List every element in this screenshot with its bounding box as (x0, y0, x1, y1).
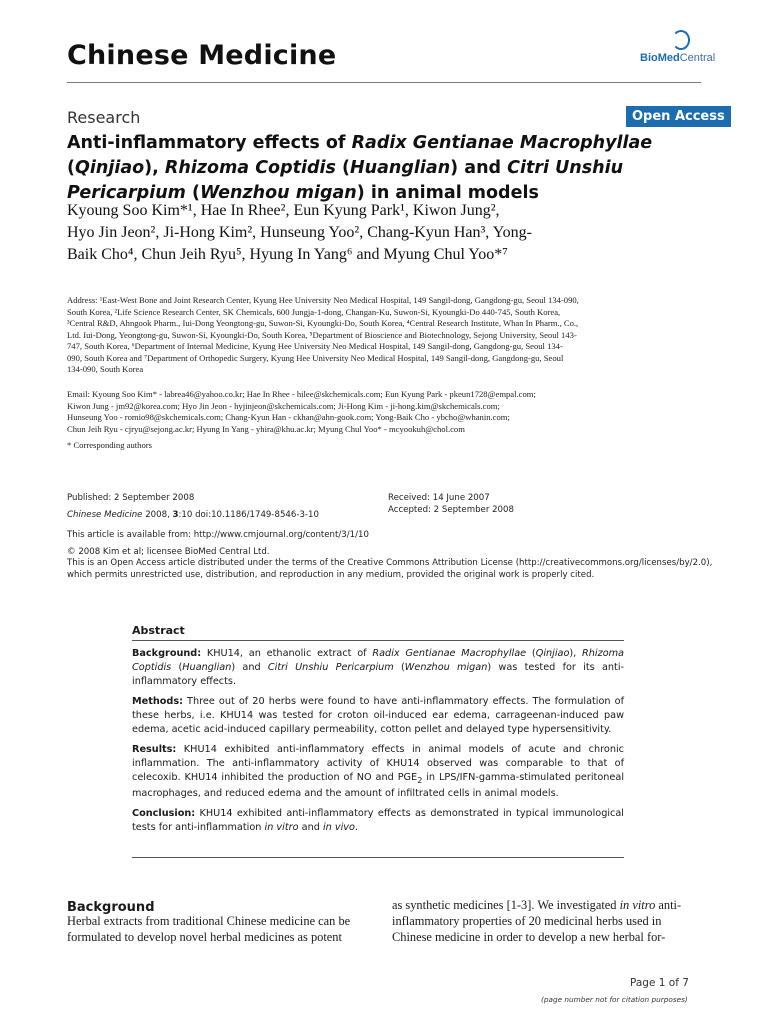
abstract-paragraph (132, 743, 624, 801)
published-date: Published: 2 September 2008 (67, 493, 195, 503)
address-line: 090, South Korea and ⁷Department of Orthopedic Surgery, Kyung Hee University Neo Medical Hospital, 149 Sangil-dong, Gangdong-gu, Seoul (67, 352, 564, 363)
email-line[interactable]: Chun Jeih Ryu - cjryu@sejong.ac.kr; Hyung In Yang - yhira@khu.ac.kr; Myung Chul Yoo* - mcyookuh@chol.com (67, 423, 465, 434)
abstract-text-italic: Wenzhou migan (404, 662, 488, 673)
abstract-text: in LPS/IFN-gamma-stimulated peritoneal macrophages, and reduced edema and the amount of infiltrated cells in animal models. (132, 772, 625, 799)
title-italic-part: Radix Gentianae Macrophyllae (351, 133, 653, 153)
page-number: Page 1 of 7 (630, 977, 689, 989)
abstract-text: ( (171, 662, 183, 673)
publisher-name (640, 52, 715, 64)
body-line (392, 897, 700, 913)
address-line: South Korea, ²Life Science Research Center, SK Chemicals, 600 Jungja-1-dong, Changan-Ku, Suwon-Si, Kyoungki-Do 440-745, South Korea, (67, 306, 561, 317)
title-italic-part: Qinjiao (75, 158, 145, 178)
abstract-box (132, 624, 624, 841)
article-title (67, 131, 717, 206)
page-number-note: (page number not for citation purposes) (541, 995, 688, 1004)
author-line: Hyo Jin Jeon², Ji-Hong Kim², Hunseung Yoo², Chang-Kyun Han³, Yong- (67, 224, 532, 241)
abstract-label: Methods: (132, 696, 183, 707)
citation-journal: Chinese Medicine (67, 509, 143, 520)
body-line: Chinese medicine in order to develop a new herbal for- (392, 930, 666, 944)
abstract-text: ) was tested for its anti-inflammatory effects. (132, 662, 625, 687)
abstract-text: Three out of 20 herbs were found to have anti-inflammatory effects. The formulation of these herbs, i.e. KHU14 was tested for croton oil-induced ear edema, carrageenan-induced paw edema, acetic acid-induced capillary permeability, cotton pellet and delayed type hypersensitivity. (132, 696, 624, 735)
open-access-badge[interactable]: Open Access (626, 106, 731, 127)
abstract-sections (132, 647, 624, 835)
email-line[interactable]: Kiwon Jung - jm92@korea.com; Hyo Jin Jeon - hyjinjeon@skchemicals.com; Ji-Hong Kim - ji-hong.kim@skchemicals.com; (67, 400, 500, 411)
author-emails (67, 389, 703, 435)
body-line: formulated to develop novel herbal medicines as potent (67, 930, 342, 944)
abstract-divider (132, 857, 624, 858)
author-list (67, 200, 707, 266)
header-divider (67, 82, 701, 83)
title-part: ) in animal models (356, 183, 539, 203)
availability-link[interactable]: This article is available from: http://www.cmjournal.org/content/3/1/10 (67, 530, 369, 540)
abstract-label: Results: (132, 744, 177, 755)
accepted-date: Accepted: 2 September 2008 (388, 504, 514, 515)
body-column-left (67, 913, 375, 945)
abstract-label: Conclusion: (132, 807, 196, 819)
body-column-right (392, 897, 700, 945)
title-italic-part: Huanglian (350, 158, 451, 178)
abstract-text-italic: Radix Gentianae Macrophyllae (372, 648, 527, 659)
abstract-text: and (298, 821, 323, 833)
title-part: Anti-inflammatory effects of (67, 133, 352, 153)
citation (67, 510, 387, 522)
abstract-text: ( (526, 648, 536, 659)
logo-ring-icon (672, 30, 690, 50)
publisher-name-bold: BioMed (640, 52, 680, 64)
title-part: ) and (450, 158, 508, 178)
abstract-text: KHU14, an ethanolic extract of (201, 648, 373, 659)
abstract-text: ) and (231, 662, 268, 673)
title-part: ( (335, 158, 350, 178)
title-italic-part: Citri Unshiu Pericarpium (67, 158, 624, 203)
abstract-text-italic: Huanglian (182, 662, 232, 673)
abstract-text-italic: in vitro (264, 821, 299, 833)
title-part: ), (144, 158, 165, 178)
body-text: as synthetic medicines [1-3]. We investigated (392, 898, 620, 912)
abstract-text: KHU14 exhibited anti-inflammatory effects as demonstrated in typical immunological tests for anti-inflammation (132, 807, 624, 833)
title-part: ( (67, 158, 75, 178)
publication-dates-left (67, 493, 387, 521)
section-heading: Background (67, 900, 155, 915)
address-line: Ltd. Iui-Dong, Yeongtong-gu, Suwon-Si, Kyoungki-Do, South Korea, ⁵Department of Bioscience and Biotechnology, Sejong University, Seoul 143- (67, 329, 577, 340)
author-addresses (67, 295, 703, 376)
abstract-paragraph (132, 647, 624, 689)
abstract-label: Background: (132, 648, 202, 659)
abstract-text-italic: Citri Unshiu Pericarpium (267, 662, 394, 673)
title-italic-part: Rhizoma Coptidis (164, 158, 336, 178)
corresponding-note: * Corresponding authors (67, 440, 152, 450)
citation-volume: 3 (172, 509, 179, 520)
abstract-text: ( (393, 662, 405, 673)
address-line: 134-090, South Korea (67, 364, 144, 374)
address-line: ³Central R&D, Ahngook Pharm., Iui-Dong Yeongtong-gu, Suwon-Si, Kyoungki-Do, South Korea, ⁴Central Research Institute, Whan In Pharm., Co., (67, 318, 579, 328)
body-text: anti- (655, 898, 682, 912)
abstract-text: 2 (417, 774, 423, 785)
title-italic-part: Wenzhou migan (199, 183, 357, 203)
address-line: 747, South Korea, ⁶Department of Internal Medicine, Kyung Hee University Neo Medical Hospital, 149 Sangil-dong, Gangdong-gu, Seoul 134- (67, 341, 563, 351)
address-line: Address: ¹East-West Bone and Joint Research Center, Kyung Hee University Neo Medical Hospital, 149 Sangil-dong, Gangdong-gu, Seoul 134-090, (67, 295, 579, 305)
title-part: ( (185, 183, 200, 203)
abstract-text-italic: in vivo (322, 821, 355, 833)
publisher-logo (640, 30, 720, 70)
body-line: Herbal extracts from traditional Chinese medicine can be (67, 914, 351, 928)
journal-title: Chinese Medicine (67, 40, 337, 71)
article-type: Research (67, 108, 141, 127)
citation-doi: :10 doi:10.1186/1749-8546-3-10 (178, 509, 319, 520)
body-line: inflammatory properties of 20 medicinal herbs used in (392, 914, 662, 928)
publication-dates-right (388, 493, 688, 516)
publisher-name-light: Central (679, 52, 716, 64)
abstract-heading: Abstract (132, 624, 624, 641)
license-text[interactable]: This is an Open Access article distributed under the terms of the Creative Commons Attribution License (http://creativecommons.org/licenses/by/2.0), (67, 558, 713, 568)
received-date: Received: 14 June 2007 (388, 493, 490, 503)
citation-year: 2008, (142, 509, 173, 520)
author-line: Baik Cho⁴, Chun Jeih Ryu⁵, Hyung In Yang⁶ and Myung Chul Yoo*⁷ (67, 246, 508, 263)
license-block (67, 530, 713, 581)
abstract-text-italic: Qinjiao (535, 648, 570, 659)
author-line: Kyoung Soo Kim*¹, Hae In Rhee², Eun Kyung Park¹, Kiwon Jung², (67, 202, 500, 219)
license-text: which permits unrestricted use, distribution, and reproduction in any medium, provided the original work is properly cited. (67, 569, 595, 580)
email-line[interactable]: Email: Kyoung Soo Kim* - labrea46@yahoo.co.kr; Hae In Rhee - hilee@skchemicals.com; Eun Kyung Park - pkeun1728@empal.com; (67, 389, 536, 399)
abstract-text-italic: Rhizoma Coptidis (132, 648, 624, 673)
copyright: © 2008 Kim et al; licensee BioMed Central Ltd. (67, 546, 270, 557)
abstract-text: . (354, 821, 359, 833)
abstract-text: KHU14 exhibited anti-inflammatory effects in animal models of acute and chronic inflammation. The anti-inflammatory activity of KHU14 observed was comparable to that of celecoxib. KHU14 inhibited the production of NO and PGE (132, 744, 624, 783)
abstract-paragraph (132, 807, 624, 835)
email-line[interactable]: Hunseung Yoo - romio98@skchemicals.com; Chang-Kyun Han - ckhan@ahn-gook.com; Yong-Baik Cho - ybcho@whanin.com; (67, 412, 510, 422)
body-text-italic: in vitro (619, 898, 656, 912)
abstract-paragraph (132, 695, 624, 737)
abstract-text: ), (569, 648, 583, 659)
